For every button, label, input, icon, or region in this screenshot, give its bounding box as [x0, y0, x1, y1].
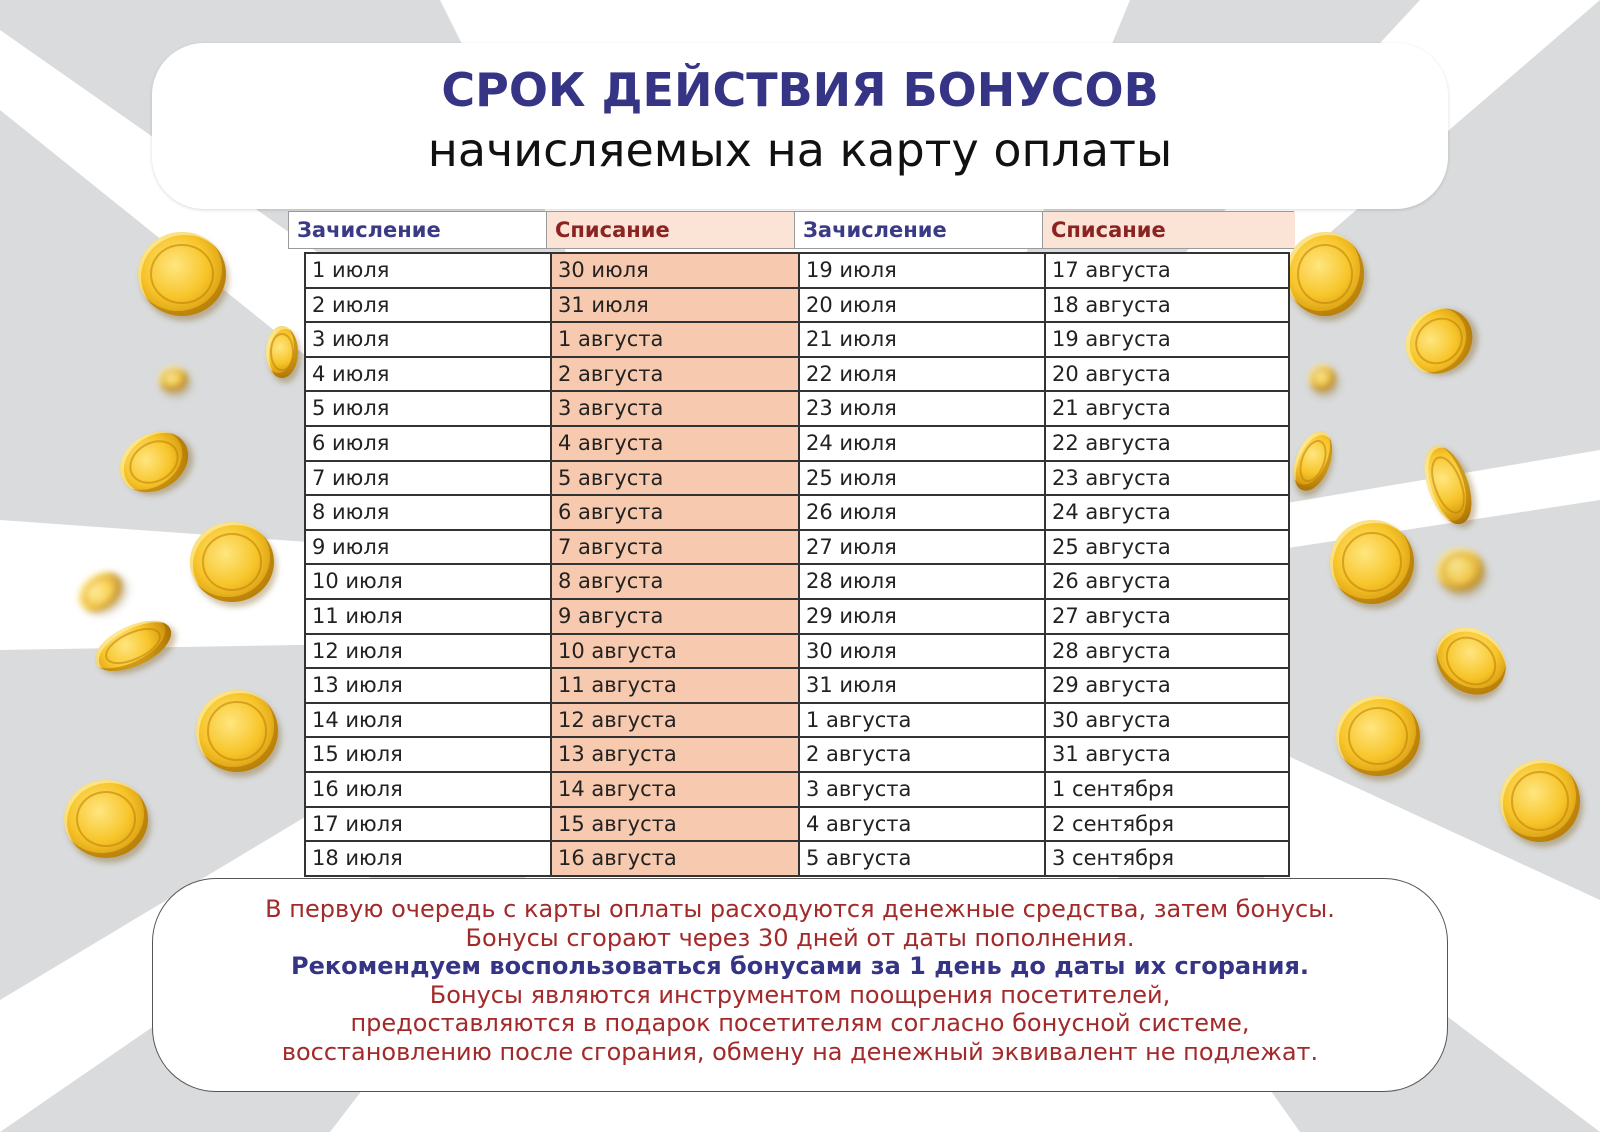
note-line: В первую очередь с карты оплаты расходуются денежные средства, затем бонусы. — [265, 895, 1335, 923]
credit-date-cell: 6 июля — [306, 427, 552, 462]
page-title: СРОК ДЕЙСТВИЯ БОНУСОВ — [441, 63, 1159, 117]
write-off-date-cell: 30 августа — [1046, 704, 1290, 739]
write-off-date-cell: 26 августа — [1046, 565, 1290, 600]
write-off-date-cell: 27 августа — [1046, 600, 1290, 635]
write-off-date-cell: 8 августа — [552, 565, 800, 600]
column-header-write-off: Списание — [547, 212, 795, 248]
bonus-schedule-table — [304, 252, 1290, 877]
write-off-date-cell: 29 августа — [1046, 669, 1290, 704]
credit-date-cell: 23 июля — [800, 392, 1046, 427]
write-off-date-cell: 11 августа — [552, 669, 800, 704]
coin-decoration — [1330, 520, 1414, 604]
table-row — [306, 669, 1290, 704]
credit-date-cell: 4 июля — [306, 358, 552, 393]
coin-decoration — [64, 780, 148, 858]
credit-date-cell: 27 июля — [800, 531, 1046, 566]
credit-date-cell: 1 июля — [306, 254, 552, 289]
write-off-date-cell: 2 сентября — [1046, 808, 1290, 843]
credit-date-cell: 22 июля — [800, 358, 1046, 393]
credit-date-cell: 2 июля — [306, 289, 552, 324]
write-off-date-cell: 31 августа — [1046, 738, 1290, 773]
table-row — [306, 496, 1290, 531]
credit-date-cell: 24 июля — [800, 427, 1046, 462]
info-note — [152, 878, 1448, 1092]
credit-date-cell: 26 июля — [800, 496, 1046, 531]
write-off-date-cell: 25 августа — [1046, 531, 1290, 566]
note-recommendation: Рекомендуем воспользоваться бонусами за 1 день до даты их сгорания. — [290, 952, 1309, 980]
column-header-write-off: Списание — [1043, 212, 1295, 248]
column-header-credit: Зачисление — [289, 212, 547, 248]
credit-date-cell: 30 июля — [800, 635, 1046, 670]
write-off-date-cell: 28 августа — [1046, 635, 1290, 670]
credit-date-cell: 16 июля — [306, 773, 552, 808]
write-off-date-cell: 20 августа — [1046, 358, 1290, 393]
credit-date-cell: 28 июля — [800, 565, 1046, 600]
table-row — [306, 358, 1290, 393]
table-row — [306, 600, 1290, 635]
table-row — [306, 773, 1290, 808]
table-row — [306, 565, 1290, 600]
credit-date-cell: 29 июля — [800, 600, 1046, 635]
note-line: Бонусы являются инструментом поощрения посетителей, — [429, 980, 1171, 1009]
write-off-date-cell: 4 августа — [552, 427, 800, 462]
credit-date-cell: 4 августа — [800, 808, 1046, 843]
write-off-date-cell: 24 августа — [1046, 496, 1290, 531]
table-header — [288, 211, 1294, 249]
credit-date-cell: 5 июля — [306, 392, 552, 427]
write-off-date-cell: 5 августа — [552, 462, 800, 497]
table-row — [306, 531, 1290, 566]
write-off-date-cell: 1 августа — [552, 323, 800, 358]
coin-decoration — [266, 326, 298, 378]
table-row — [306, 462, 1290, 497]
credit-date-cell: 12 июля — [306, 635, 552, 670]
write-off-date-cell: 2 августа — [552, 358, 800, 393]
table-row — [306, 427, 1290, 462]
write-off-date-cell: 31 июля — [552, 289, 800, 324]
column-header-credit: Зачисление — [795, 212, 1043, 248]
credit-date-cell: 2 августа — [800, 738, 1046, 773]
credit-date-cell: 11 июля — [306, 600, 552, 635]
credit-date-cell: 10 июля — [306, 565, 552, 600]
credit-date-cell: 25 июля — [800, 462, 1046, 497]
write-off-date-cell: 1 сентября — [1046, 773, 1290, 808]
write-off-date-cell: 3 сентября — [1046, 842, 1290, 877]
credit-date-cell: 1 августа — [800, 704, 1046, 739]
write-off-date-cell: 13 августа — [552, 738, 800, 773]
write-off-date-cell: 23 августа — [1046, 462, 1290, 497]
credit-date-cell: 18 июля — [306, 842, 552, 877]
page-subtitle: начисляемых на карту оплаты — [427, 123, 1173, 177]
table-row — [306, 635, 1290, 670]
credit-date-cell: 8 июля — [306, 496, 552, 531]
write-off-date-cell: 19 августа — [1046, 323, 1290, 358]
coin-decoration — [158, 366, 188, 392]
write-off-date-cell: 17 августа — [1046, 254, 1290, 289]
table-row — [306, 704, 1290, 739]
write-off-date-cell: 22 августа — [1046, 427, 1290, 462]
write-off-date-cell: 16 августа — [552, 842, 800, 877]
table-row — [306, 842, 1290, 877]
table-row — [306, 254, 1290, 289]
credit-date-cell: 7 июля — [306, 462, 552, 497]
write-off-date-cell: 10 августа — [552, 635, 800, 670]
credit-date-cell: 13 июля — [306, 669, 552, 704]
credit-date-cell: 14 июля — [306, 704, 552, 739]
note-line: восстановлению после сгорания, обмену на денежный эквивалент не подлежат. — [281, 1037, 1319, 1066]
credit-date-cell: 20 июля — [800, 289, 1046, 324]
note-line: предоставляются в подарок посетителям согласно бонусной системе, — [350, 1009, 1250, 1037]
coin-decoration — [1500, 760, 1580, 842]
table-row — [306, 323, 1290, 358]
table-row — [306, 808, 1290, 843]
write-off-date-cell: 9 августа — [552, 600, 800, 635]
credit-date-cell: 21 июля — [800, 323, 1046, 358]
table-row — [306, 392, 1290, 427]
write-off-date-cell: 7 августа — [552, 531, 800, 566]
table-row — [306, 289, 1290, 324]
write-off-date-cell: 15 августа — [552, 808, 800, 843]
coin-decoration — [190, 522, 274, 602]
write-off-date-cell: 12 августа — [552, 704, 800, 739]
coin-decoration — [1308, 364, 1336, 392]
title-banner — [152, 43, 1448, 209]
credit-date-cell: 17 июля — [306, 808, 552, 843]
credit-date-cell: 31 июля — [800, 669, 1046, 704]
credit-date-cell: 3 июля — [306, 323, 552, 358]
write-off-date-cell: 18 августа — [1046, 289, 1290, 324]
coin-decoration — [1336, 696, 1420, 776]
write-off-date-cell: 30 июля — [552, 254, 800, 289]
credit-date-cell: 15 июля — [306, 738, 552, 773]
credit-date-cell: 9 июля — [306, 531, 552, 566]
coin-decoration — [1286, 232, 1364, 316]
coin-decoration — [138, 232, 226, 316]
table-row — [306, 738, 1290, 773]
credit-date-cell: 5 августа — [800, 842, 1046, 877]
write-off-date-cell: 3 августа — [552, 392, 800, 427]
note-line: Бонусы сгорают через 30 дней от даты пополнения. — [465, 923, 1135, 952]
write-off-date-cell: 6 августа — [552, 496, 800, 531]
write-off-date-cell: 14 августа — [552, 773, 800, 808]
credit-date-cell: 3 августа — [800, 773, 1046, 808]
coin-decoration — [196, 690, 278, 772]
coin-decoration — [1436, 548, 1484, 592]
write-off-date-cell: 21 августа — [1046, 392, 1290, 427]
credit-date-cell: 19 июля — [800, 254, 1046, 289]
